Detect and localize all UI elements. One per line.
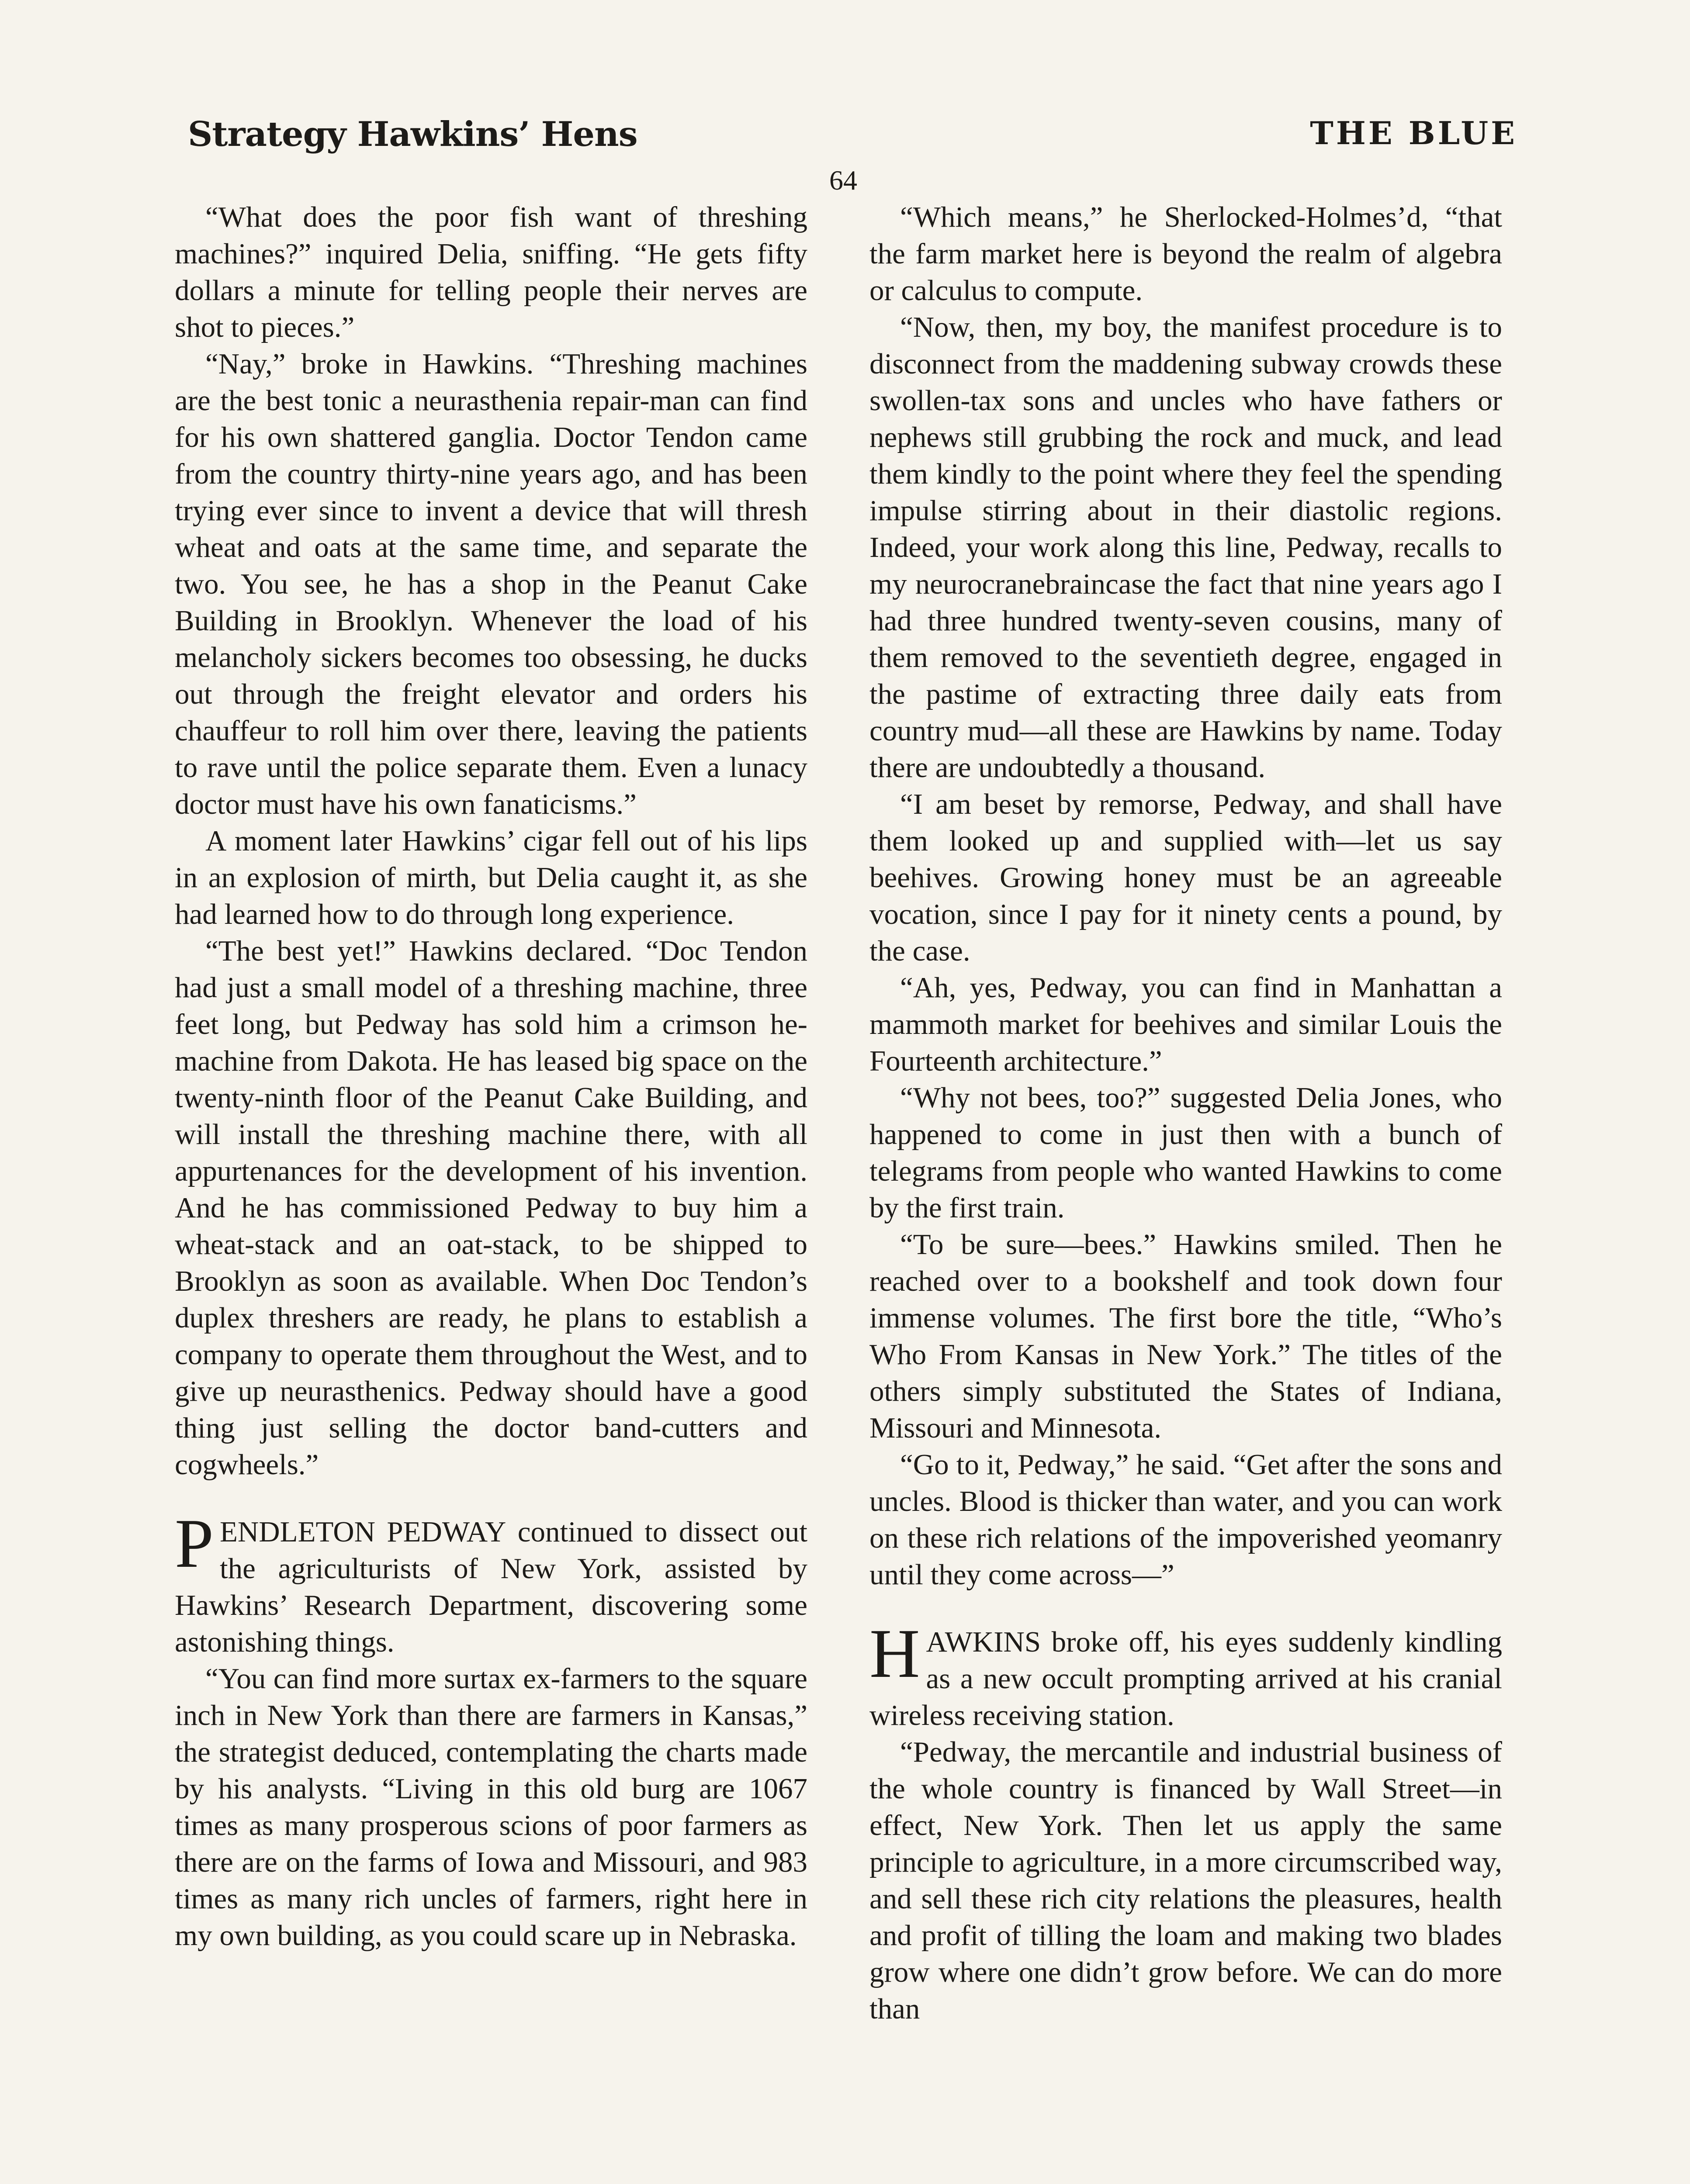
- paragraph: “Nay,” broke in Hawkins. “Threshing machines are the best tonic a neurasthenia repair-man can find for his own shattered ganglia. Doctor Tendon came from the country thirty-nine years ago, and has been trying ever since to invent a device that will thresh wheat and oats at the same time, and separate the two. You see, he has a shop in the Peanut Cake Building in Brooklyn. Whenever the load of his melancholy sickers becomes too obsessing, he ducks out through the freight elevator and orders his chauffeur to roll him over there, leaving the patients to rave until the police separate them. Even a lunacy doctor must have his own fanaticisms.”: [175, 348, 807, 820]
- paragraph: “The best yet!” Hawkins declared. “Doc Tendon had just a small model of a threshing machine, three feet long, but Pedway has sold him a crimson he-machine from Dakota. He has leased big space on the twenty-ninth floor of the Peanut Cake Building, and will install the threshing machine there, with all appurtenances for the development of his invention. And he has commissioned Pedway to buy him a wheat-stack and an oat-stack, to be shipped to Brooklyn as soon as available. When Doc Tendon’s duplex threshers are ready, he plans to establish a company to operate them throughout the West, and to give up neurasthenics. Pedway should have a good thing just selling the doctor band-cutters and cogwheels.”: [175, 935, 807, 1481]
- paragraph: “Now, then, my boy, the manifest procedure is to disconnect from the maddening subway crowds these swollen-tax sons and uncles who have fathers or nephews still grubbing the rock and muck, and lead them kindly to the point where they feel the spending impulse stirring about in their diastolic regions. Indeed, your work along this line, Pedway, recalls to my neurocranebraincase the fact that nine years ago I had three hundred twenty-seven cousins, many of them removed to the seventieth degree, engaged in the pastime of extracting three daily eats from country mud—all these are Hawkins by name. Today there are undoubtedly a thousand.: [869, 311, 1502, 784]
- drop-cap: P: [175, 1504, 214, 1582]
- running-title-right: THE BLUE: [1310, 114, 1517, 152]
- paragraph: “Pedway, the mercantile and industrial business of the whole country is financed by Wall Street—in effect, New York. Then let us apply the same principle to agriculture, in a more circumscribed way, and sell these rich city relations the pleasures, health and profit of tilling the loam and making two blades grow where one didn’t grow before. We can do more than: [869, 1736, 1502, 2025]
- section-start-paragraph: [175, 1504, 807, 1660]
- paragraph: “What does the poor fish want of threshing machines?” inquired Delia, sniffing. “He gets fifty dollars a minute for telling people their nerves are shot to pieces.”: [175, 201, 807, 343]
- paragraph: “Why not bees, too?” suggested Delia Jones, who happened to come in just then with a bunch of telegrams from people who wanted Hawkins to come by the first train.: [869, 1082, 1502, 1224]
- lead-in-text: AWKINS: [926, 1626, 1041, 1658]
- page-number: 64: [829, 165, 857, 196]
- paragraph: “Which means,” he Sherlocked-Holmes’d, “that the farm market here is beyond the realm of algebra or calculus to compute.: [869, 201, 1502, 307]
- paragraph-text: continued to dissect out the agriculturists of New York, assisted by Hawkins’ Research Department, discovering some astonishing things.: [175, 1516, 807, 1658]
- running-title-left: Strategy Hawkins’ Hens: [188, 114, 637, 154]
- paragraph: “I am beset by remorse, Pedway, and shall have them looked up and supplied with—let us say beehives. Growing honey must be an agreeable vocation, since I pay for it ninety cents a pound, by the case.: [869, 788, 1502, 967]
- paragraph: A moment later Hawkins’ cigar fell out of his lips in an explosion of mirth, but Delia caught it, as she had learned how to do through long experience.: [175, 825, 807, 930]
- paragraph: “To be sure—bees.” Hawkins smiled. Then he reached over to a bookshelf and took down four immense volumes. The first bore the title, “Who’s Who From Kansas in New York.” The titles of the others simply substituted the States of Indiana, Missouri and Minnesota.: [869, 1228, 1502, 1444]
- paragraph: “You can find more surtax ex-farmers to the square inch in New York than there are farmers in Kansas,” the strategist deduced, contemplating the charts made by his analysts. “Living in this old burg are 1067 times as many prosperous scions of poor farmers as there are on the farms of Iowa and Missouri, and 983 times as many rich uncles of farmers, right here in my own building, as you could scare up in Nebraska.: [175, 1662, 807, 1952]
- paragraph: “Ah, yes, Pedway, you can find in Manhattan a mammoth market for beehives and similar Louis the Fourteenth architecture.”: [869, 971, 1502, 1077]
- right-column: [869, 199, 1502, 2027]
- section-start-paragraph: [869, 1614, 1502, 1734]
- paragraph-text: broke off, his eyes suddenly kindling as a new occult prompting arrived at his cranial wireless receiving station.: [869, 1626, 1502, 1731]
- paragraph: “Go to it, Pedway,” he said. “Get after the sons and uncles. Blood is thicker than water, and you can work on these rich relations of the impoverished yeomanry until they come across—”: [869, 1448, 1502, 1591]
- lead-in-text: ENDLETON PEDWAY: [219, 1516, 506, 1548]
- left-column: [175, 199, 807, 1954]
- drop-cap: H: [869, 1614, 920, 1692]
